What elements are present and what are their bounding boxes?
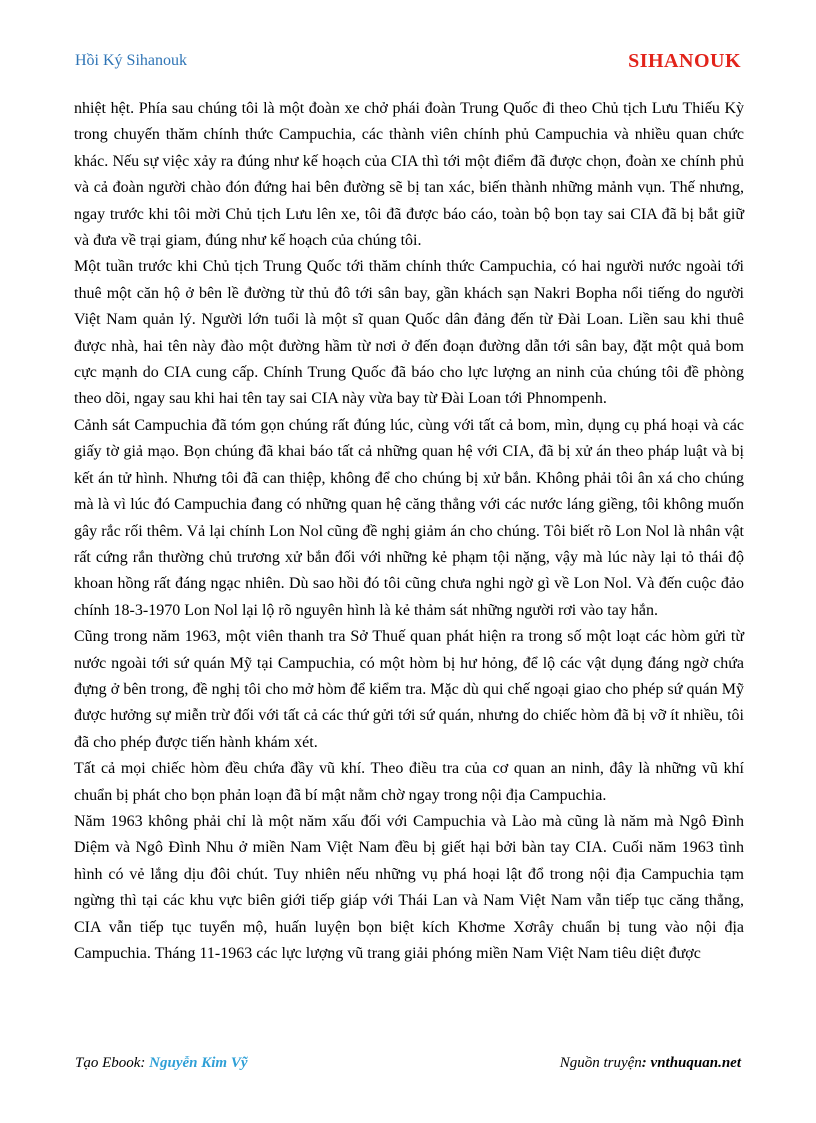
- paragraph: Năm 1963 không phải chỉ là một năm xấu đối với Campuchia và Lào mà cũng là năm mà Ngô Đình Diệm và Ngô Đình Nhu ở miền Nam Việt Nam đều bị giết hại bởi bàn tay CIA. Cuối năm 1963 tình hình có vẻ lắng dịu đôi chút. Tuy nhiên nếu những vụ phá hoại lật đổ trong nội địa Campuchia tạm ngừng thì tại các khu vực biên giới tiếp giáp với Thái Lan và Nam Việt Nam vẫn tiếp tục căng thẳng, CIA vẫn tiếp tục tuyển mộ, huấn luyện bọn biệt kích Khơme Xơrây chuẩn bị tung vào nội địa Campuchia. Tháng 11-1963 các lực lượng vũ trang giải phóng miền Nam Việt Nam tiêu diệt được: [74, 812, 744, 962]
- ebook-credit: Tạo Ebook: Nguyễn Kim Vỹ: [75, 1055, 248, 1071]
- paragraph: nhiệt hệt. Phía sau chúng tôi là một đoàn xe chở phái đoàn Trung Quốc đi theo Chủ tịch Lưu Thiếu Kỳ trong chuyến thăm chính thức Campuchia, các thành viên chính phủ Campuchia và nhiều quan chức khác. Nếu sự việc xảy ra đúng như kế hoạch của CIA thì tới một điểm đã được chọn, đoàn xe chính phủ và cả đoàn người chào đón đứng hai bên đường sẽ bị tan xác, biến thành những mảnh vụn. Thế nhưng, ngay trước khi tôi mời Chủ tịch Lưu lên xe, tôi đã được báo cáo, toàn bộ bọn tay sai CIA đã bị bắt giữ và đưa về trại giam, đúng như kế hoạch của chúng tôi.: [74, 100, 744, 250]
- ebook-creator: Nguyễn Kim Vỹ: [149, 1055, 248, 1071]
- paragraph: Một tuần trước khi Chủ tịch Trung Quốc tới thăm chính thức Campuchia, có hai người nước ngoài tới thuê một căn hộ ở bên lề đường từ thủ đô tới sân bay, gần khách sạn Nakri Bopha nổi tiếng do người Việt Nam quản lý. Người lớn tuổi là một sĩ quan Quốc dân đảng đến từ Đài Loan. Liền sau khi thuê được nhà, hai tên này đào một đường hầm từ nơi ở đến đoạn đường dẫn tới sân bay, đặt một quả bom cực mạnh do CIA cung cấp. Chính Trung Quốc đã báo cho lực lượng an ninh của chúng tôi đề phòng theo dõi, ngay sau khi hai tên tay sai CIA này vừa bay từ Đài Loan tới Phnompenh.: [74, 258, 744, 408]
- source-credit: Nguồn truyện: vnthuquan.net: [559, 1055, 741, 1071]
- paragraph: Tất cả mọi chiếc hòm đều chứa đầy vũ khí. Theo điều tra của cơ quan an ninh, đây là những vũ khí chuẩn bị phát cho bọn phản loạn đã bí mật nằm chờ ngay trong nội địa Campuchia.: [74, 760, 744, 804]
- ebook-label: Tạo Ebook: [75, 1055, 141, 1071]
- paragraph: Cảnh sát Campuchia đã tóm gọn chúng rất đúng lúc, cùng với tất cả bom, mìn, dụng cụ phá hoại và các giấy tờ giả mạo. Bọn chúng đã khai báo tất cả những quan hệ với CIA, đã bị xử án theo pháp luật và bị kết án tử hình. Nhưng tôi đã can thiệp, không để cho chúng bị xử bắn. Không phải tôi ân xá cho chúng mà là vì lúc đó Campuchia đang có những quan hệ căng thẳng với các nước láng giềng, tôi không muốn gây rắc rối thêm. Vả lại chính Lon Nol cũng đề nghị giảm án cho chúng. Tôi biết rõ Lon Nol là nhân vật rất cứng rắn thường chủ trương xử bắn đối với những kẻ phạm tội nặng, vậy mà lúc này lại tỏ thái độ khoan hồng rất đáng ngạc nhiên. Dù sao hồi đó tôi cũng chưa nghi ngờ gì về Lon Nol. Và đến cuộc đảo chính 18-3-1970 Lon Nol lại lộ rõ nguyên hình là kẻ thảm sát những người rơi vào tay hắn.: [74, 416, 744, 619]
- page-footer: [75, 1055, 741, 1077]
- page-body: [74, 96, 744, 967]
- page-header: [75, 50, 741, 76]
- source-site: vnthuquan.net: [650, 1055, 741, 1071]
- source-label: Nguồn truyện: [559, 1055, 642, 1071]
- book-title: Hồi Ký Sihanouk: [75, 52, 187, 69]
- paragraph: Cũng trong năm 1963, một viên thanh tra Sở Thuế quan phát hiện ra trong số một loạt các hòm gửi từ nước ngoài tới sứ quán Mỹ tại Campuchia, có một hòm bị hư hỏng, để lộ các vật dụng đáng ngờ chứa đựng ở bên trong, đề nghị tôi cho mở hòm để kiểm tra. Mặc dù qui chế ngoại giao cho phép sứ quán Mỹ được hưởng sự miễn trừ đối với tất cả các thứ gửi tới sứ quán, nhưng do chiếc hòm đã bị vỡ ít nhiều, tôi đã cho phép được tiến hành khám xét.: [74, 628, 744, 751]
- author-name: SIHANOUK: [628, 50, 741, 72]
